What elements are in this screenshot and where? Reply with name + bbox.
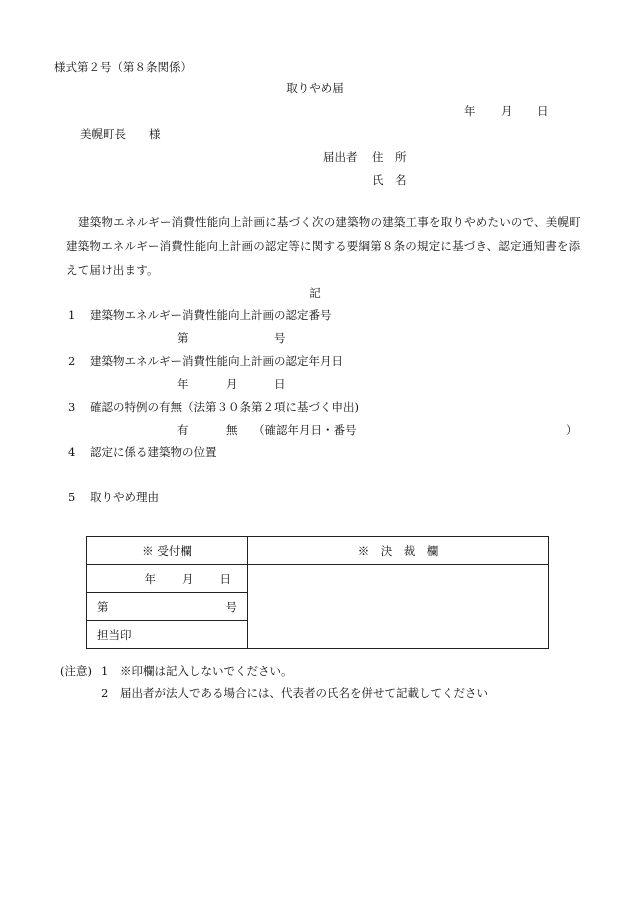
item-2-day: 日 [274,377,286,391]
item-3-close: ） [566,423,578,437]
item-3-yes: 有 [177,423,189,437]
stamp-cell [87,621,248,649]
reception-dai: 第 [97,599,109,614]
reception-date-cell [87,565,248,593]
note-1-number: 1 [101,664,109,678]
note-2-text: 届出者が法人である場合には、代表者の氏名を併せて記載してください [120,686,488,700]
name-label: 氏 名 [372,173,407,187]
item-1-number: 1 [68,308,76,322]
item-3-number: 3 [68,400,76,414]
item-4-number: 4 [68,445,76,459]
body-paragraph: 建築物エネルギー消費性能向上計画に基づく次の建築物の建築工事を取りやめたいので、美幌町建築物エネルギー消費性能向上計画の認定等に関する要綱第８条の規定に基づき、認定通知書を添えて届け出ます。 [66,215,581,277]
reception-header: ※ 受付欄 [87,537,248,565]
address-label: 住 所 [372,150,407,164]
item-3-label: 確認の特例の有無（法第３０条第２項に基づく申出) [90,400,359,414]
reception-go: 号 [225,599,237,614]
item-3-no: 無 [226,423,238,437]
item-2-month: 月 [226,377,238,391]
item-3-confirm: （確認年月日・番号 [253,423,357,437]
reception-year: 年 [144,571,156,586]
ki-heading: 記 [309,286,321,300]
decision-cell [248,565,549,649]
stamp-label: 担当印 [97,627,132,642]
item-1-label: 建築物エネルギー消費性能向上計画の認定番号 [90,308,332,322]
date-day: 日 [537,104,549,118]
item-4-label: 認定に係る建築物の位置 [90,445,217,459]
notes-label: (注意) [60,664,92,678]
item-1-go: 号 [274,331,286,345]
office-use-table [86,536,549,649]
item-1-dai: 第 [177,331,189,345]
applicant-label: 届出者 [323,150,358,164]
date-month: 月 [501,104,513,118]
form-title: 取りやめ届 [286,81,344,95]
form-number: 様式第２号（第８条関係） [54,60,192,74]
item-2-label: 建築物エネルギー消費性能向上計画の認定年月日 [90,354,343,368]
item-5-label: 取りやめ理由 [90,490,159,504]
reception-month: 月 [182,571,194,586]
item-5-number: 5 [68,490,76,504]
note-2-number: 2 [101,686,109,700]
item-2-year: 年 [177,377,189,391]
note-1-text: ※印欄は記入しないでください。 [120,664,293,678]
item-2-number: 2 [68,354,76,368]
reception-day: 日 [219,571,231,586]
decision-header: ※ 決 裁 欄 [248,537,549,565]
date-year: 年 [464,104,476,118]
reception-number-cell [87,593,248,621]
addressee: 美幌町長 様 [80,127,161,141]
